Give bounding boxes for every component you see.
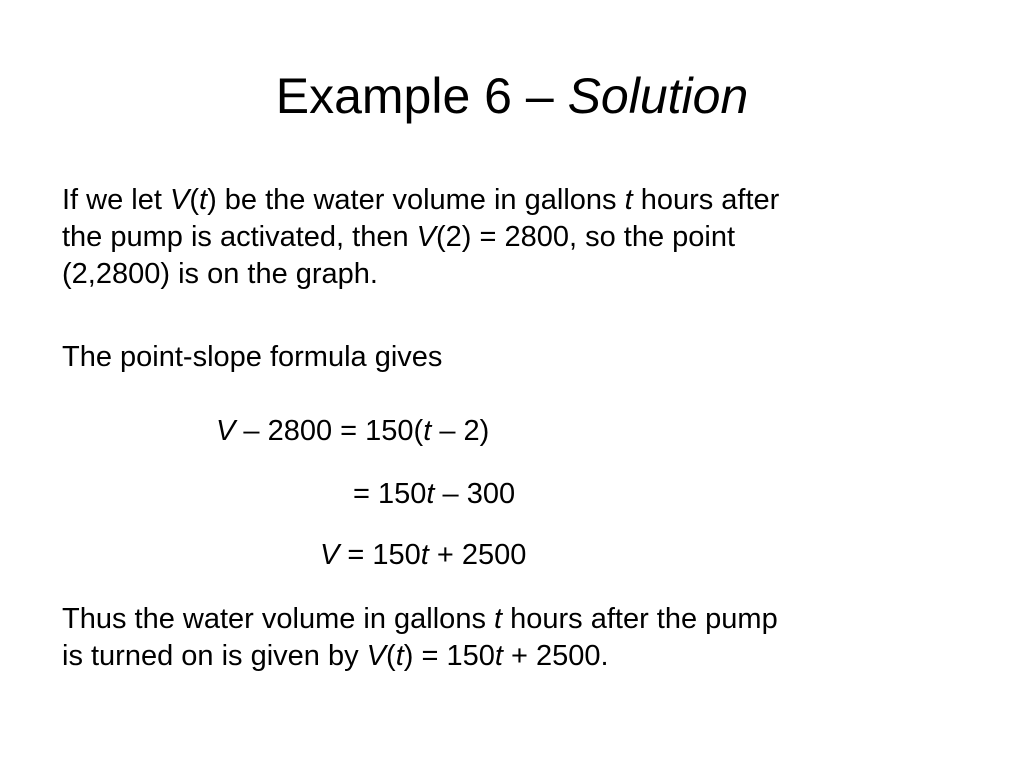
- text-run: If we let: [62, 184, 170, 216]
- paragraph-line: [62, 182, 962, 219]
- variable-t: t: [624, 184, 633, 216]
- paragraph-line: [62, 219, 962, 256]
- text-run: hours after: [632, 184, 780, 216]
- slide-title: [0, 66, 1024, 126]
- paragraph-definition: [62, 182, 962, 293]
- variable-t: t: [494, 640, 503, 672]
- text-run: hours after the pump: [502, 603, 778, 635]
- text-run: ) be the water volume in gallons: [207, 184, 625, 216]
- variable-t: t: [395, 640, 404, 672]
- paragraph-point-slope: [62, 339, 962, 376]
- text-run: ) = 150: [403, 640, 495, 672]
- text-run: = 150: [339, 539, 421, 571]
- paragraph-line: (2,2800) is on the graph.: [62, 258, 378, 290]
- variable-V: V: [216, 415, 236, 447]
- equation-1: [216, 413, 489, 450]
- variable-V: V: [170, 184, 190, 216]
- variable-t: t: [420, 539, 429, 571]
- variable-V: V: [366, 640, 387, 672]
- text-run: – 300: [434, 478, 516, 510]
- title-italic: Solution: [567, 68, 749, 124]
- equation-2: [353, 476, 515, 513]
- paragraph-line: [62, 601, 962, 638]
- text-run: the pump is activated, then: [62, 221, 417, 253]
- title-main: Example 6 –: [275, 68, 568, 124]
- equation-3: [320, 537, 526, 574]
- text-run: is turned on is given by: [62, 640, 367, 672]
- variable-V: V: [320, 539, 340, 571]
- text-run: Thus the water volume in gallons: [62, 603, 494, 635]
- variable-V: V: [416, 221, 436, 253]
- text-run: – 2): [431, 415, 490, 447]
- text-run: (: [189, 184, 200, 216]
- text-run: + 2500.: [502, 640, 609, 672]
- variable-t: t: [494, 603, 503, 635]
- paragraph-line: [62, 638, 962, 675]
- text-run: (2) = 2800, so the point: [436, 221, 736, 253]
- paragraph-line: The point-slope formula gives: [62, 341, 443, 373]
- variable-t: t: [423, 415, 432, 447]
- paragraph-conclusion: [62, 601, 962, 675]
- text-run: = 150: [353, 478, 427, 510]
- text-run: + 2500: [428, 539, 527, 571]
- text-run: (: [386, 640, 396, 672]
- variable-t: t: [199, 184, 208, 216]
- text-run: – 2800 = 150(: [235, 415, 424, 447]
- variable-t: t: [426, 478, 435, 510]
